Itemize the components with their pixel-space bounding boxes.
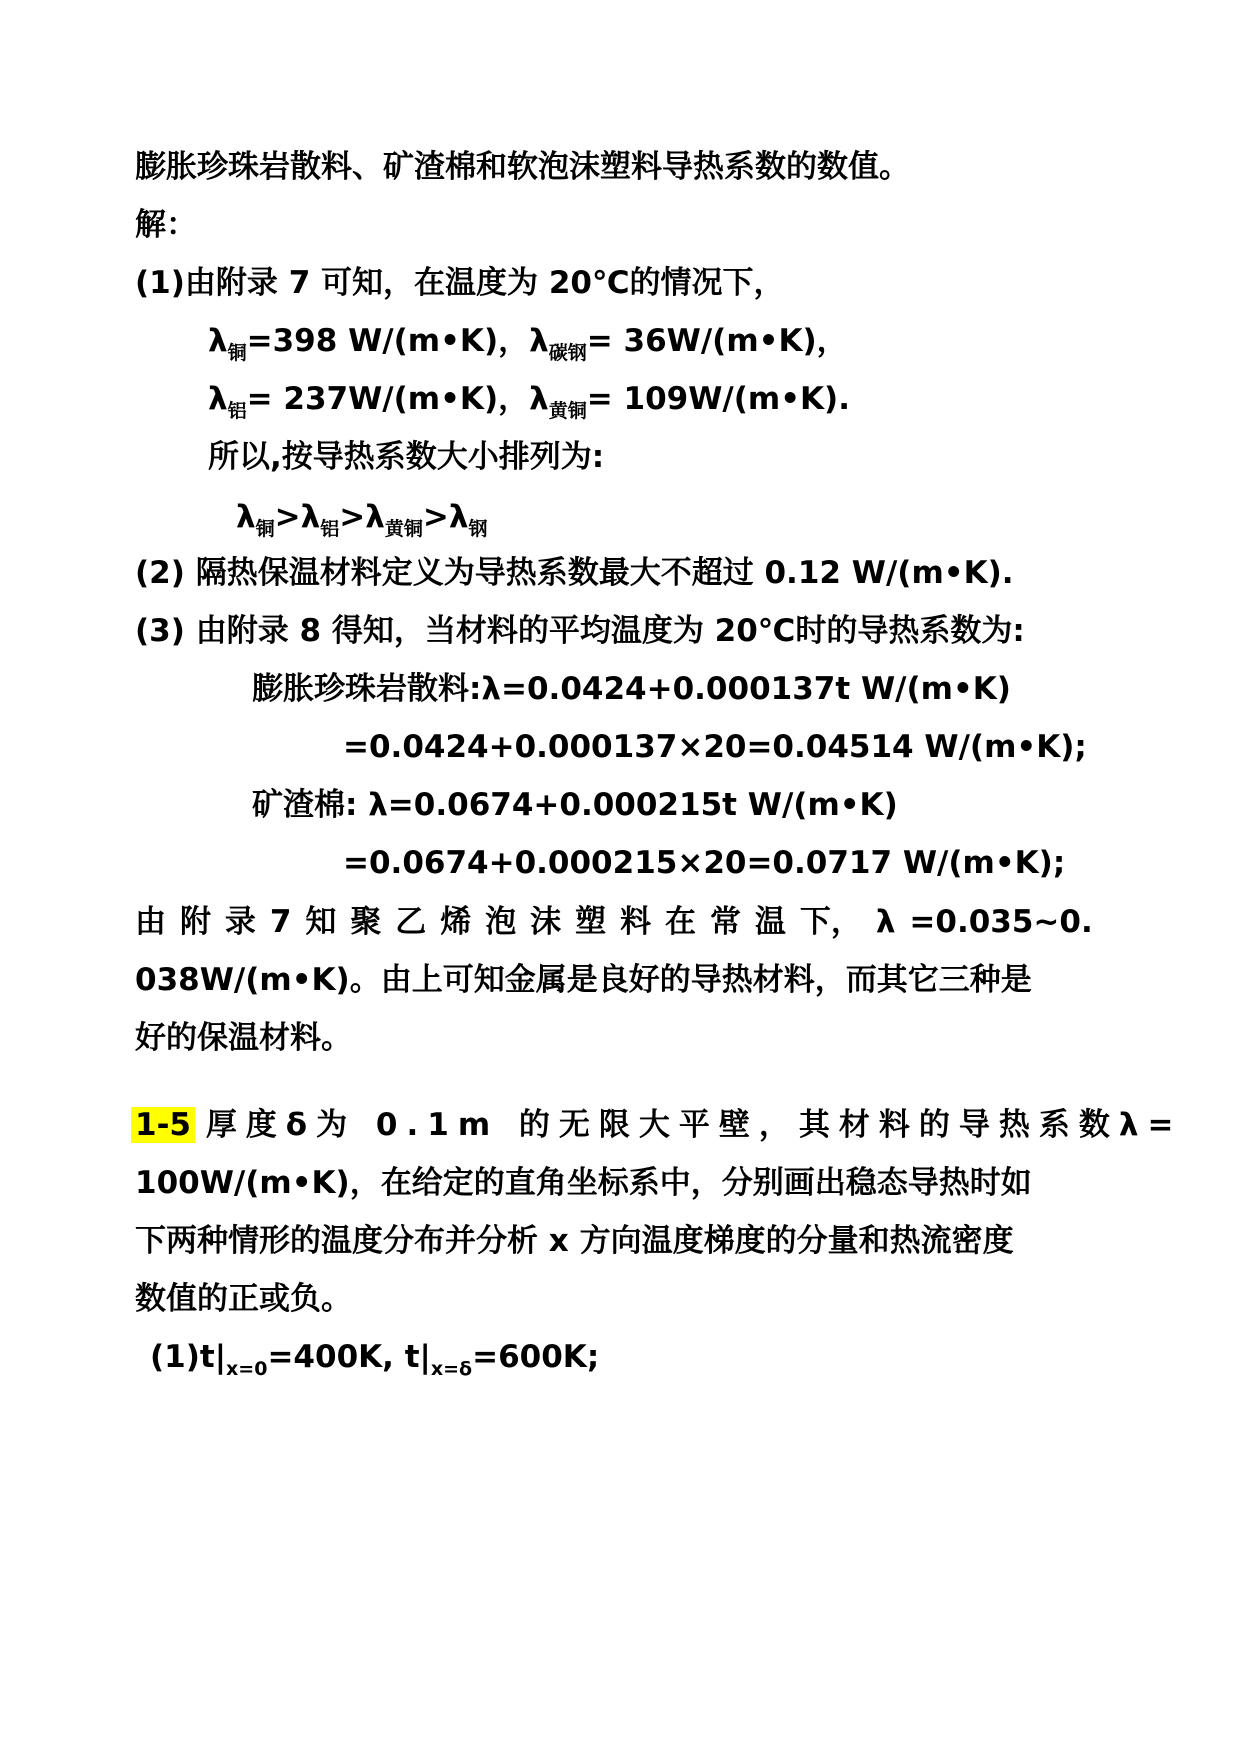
intro-line: 膨胀珍珠岩散料、矿渣棉和软泡沫塑料导热系数的数值。 xyxy=(135,149,910,185)
subscript-x-delta: x=δ xyxy=(430,1358,473,1380)
part3-heading: (3) 由附录 8 得知，当材料的平均温度为 20℃时的导热系数为: xyxy=(135,613,1025,649)
case1-boundary-conditions xyxy=(150,1339,600,1380)
conductivity-line-2 xyxy=(208,381,850,422)
problem-line-3: 下两种情形的温度分布并分析 x 方向温度梯度的分量和热流密度 xyxy=(135,1223,1014,1259)
subscript-brass: 黄铜 xyxy=(384,518,423,540)
case1-part-b: =400K, t| xyxy=(267,1339,431,1375)
conclusion-token: 料 xyxy=(620,904,652,940)
conclusion-token: 7 xyxy=(269,904,292,940)
conclusion-token: 聚 xyxy=(350,904,382,940)
subscript-x-zero: x=0 xyxy=(226,1358,268,1380)
lambda-symbol: λ xyxy=(448,499,469,535)
case1-part-c: =600K; xyxy=(472,1339,600,1375)
lambda-symbol: λ xyxy=(300,499,321,535)
subscript-carbon-steel: 碳钢 xyxy=(548,342,587,364)
subscript-aluminum: 铝 xyxy=(320,518,340,540)
slag-wool-result: =0.0674+0.000215×20=0.0717 W/(m•K); xyxy=(343,845,1066,881)
lambda-symbol: λ xyxy=(365,499,385,535)
carbon-steel-value: = 36W/(m•K)， xyxy=(586,323,848,359)
conclusion-token: 在 xyxy=(665,904,697,940)
lambda-symbol: λ xyxy=(529,381,549,417)
conclusion-line-2: 038W/(m•K)。由上可知金属是良好的导热材料，而其它三种是 xyxy=(135,962,1032,998)
lambda-symbol: λ xyxy=(208,323,228,359)
lambda-symbol: λ xyxy=(529,323,549,359)
aluminum-value: = 237W/(m•K)， xyxy=(246,381,530,417)
case1-part-a: (1)t| xyxy=(150,1339,227,1375)
slag-wool-formula: 矿渣棉: λ=0.0674+0.000215t W/(m•K) xyxy=(252,787,898,823)
brass-value: = 109W/(m•K). xyxy=(586,381,850,417)
conclusion-token: 录 xyxy=(224,904,256,940)
perlite-formula: 膨胀珍珠岩散料:λ=0.0424+0.000137t W/(m•K) xyxy=(252,671,1011,707)
conclusion-line-3: 好的保温材料。 xyxy=(135,1020,352,1056)
conductivity-line-1 xyxy=(208,323,848,364)
part2-line: (2) 隔热保温材料定义为导热系数最大不超过 0.12 W/(m•K). xyxy=(135,555,1014,591)
conclusion-token: 乙 xyxy=(395,904,427,940)
perlite-result: =0.0424+0.000137×20=0.04514 W/(m•K); xyxy=(343,729,1087,765)
conclusion-token: 由 xyxy=(135,904,166,940)
greater-than: > xyxy=(339,499,366,535)
copper-value: =398 W/(m•K)， xyxy=(246,323,530,359)
subscript-copper: 铜 xyxy=(227,342,247,364)
conclusion-token: 下， xyxy=(799,904,862,940)
conclusion-token: λ xyxy=(875,904,896,940)
conclusion-line-1 xyxy=(135,904,1093,940)
conductivity-order xyxy=(236,499,488,540)
problem-line-4: 数值的正或负。 xyxy=(135,1281,352,1317)
subscript-brass: 黄铜 xyxy=(548,400,587,422)
conclusion-token: =0.035~0. xyxy=(909,904,1093,940)
conclusion-token: 温 xyxy=(754,904,786,940)
greater-than: > xyxy=(422,499,449,535)
conclusion-token: 知 xyxy=(305,904,337,940)
greater-than: > xyxy=(274,499,301,535)
lambda-symbol: λ xyxy=(208,381,228,417)
conclusion-token: 泡 xyxy=(485,904,517,940)
problem-line-1 xyxy=(131,1107,1183,1143)
conclusion-token: 附 xyxy=(179,904,211,940)
subscript-steel: 钢 xyxy=(468,518,488,540)
part1-heading: (1)由附录 7 可知，在温度为 20℃的情况下， xyxy=(135,265,785,301)
subscript-copper: 铜 xyxy=(255,518,275,540)
conclusion-token: 沫 xyxy=(530,904,562,940)
conclusion-token: 烯 xyxy=(440,904,472,940)
solution-label: 解： xyxy=(135,207,197,243)
problem-number-highlight: 1-5 xyxy=(131,1107,195,1143)
lambda-symbol: λ xyxy=(236,499,256,535)
subscript-aluminum: 铝 xyxy=(227,400,247,422)
conclusion-token: 塑 xyxy=(575,904,607,940)
sort-intro: 所以,按导热系数大小排列为: xyxy=(208,439,605,475)
conclusion-token: 常 xyxy=(709,904,741,940)
problem-line-2: 100W/(m•K)，在给定的直角坐标系中，分别画出稳态导热时如 xyxy=(135,1165,1032,1201)
problem-text: 厚度δ为 0.1m 的无限大平壁，其材料的导热系数λ= xyxy=(205,1107,1183,1143)
